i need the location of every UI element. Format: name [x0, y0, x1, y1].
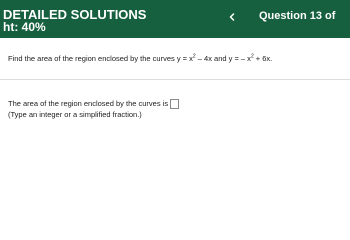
problem-text-mid: – 4x and y = – x	[195, 54, 251, 63]
assignment-title: DETAILED SOLUTIONS	[3, 7, 147, 22]
problem-text-suffix: + 6x.	[253, 54, 273, 63]
answer-hint: (Type an integer or a simplified fraction.)	[8, 110, 142, 119]
problem-text-prefix: Find the area of the region enclosed by the curves y = x	[8, 54, 193, 63]
previous-question-button[interactable]	[224, 9, 240, 25]
header-bar	[0, 0, 350, 38]
problem-exponent-1: 2	[192, 53, 196, 60]
answer-prompt	[8, 99, 179, 109]
problem-exponent-2: 2	[250, 53, 254, 60]
answer-label: The area of the region enclosed by the curves is	[8, 99, 169, 108]
weight-label: ht: 40%	[3, 20, 46, 34]
answer-input[interactable]	[170, 99, 179, 109]
section-divider	[0, 79, 350, 80]
question-indicator: Question 13 of	[259, 10, 336, 22]
problem-statement	[8, 54, 272, 64]
chevron-left-icon	[228, 13, 236, 21]
